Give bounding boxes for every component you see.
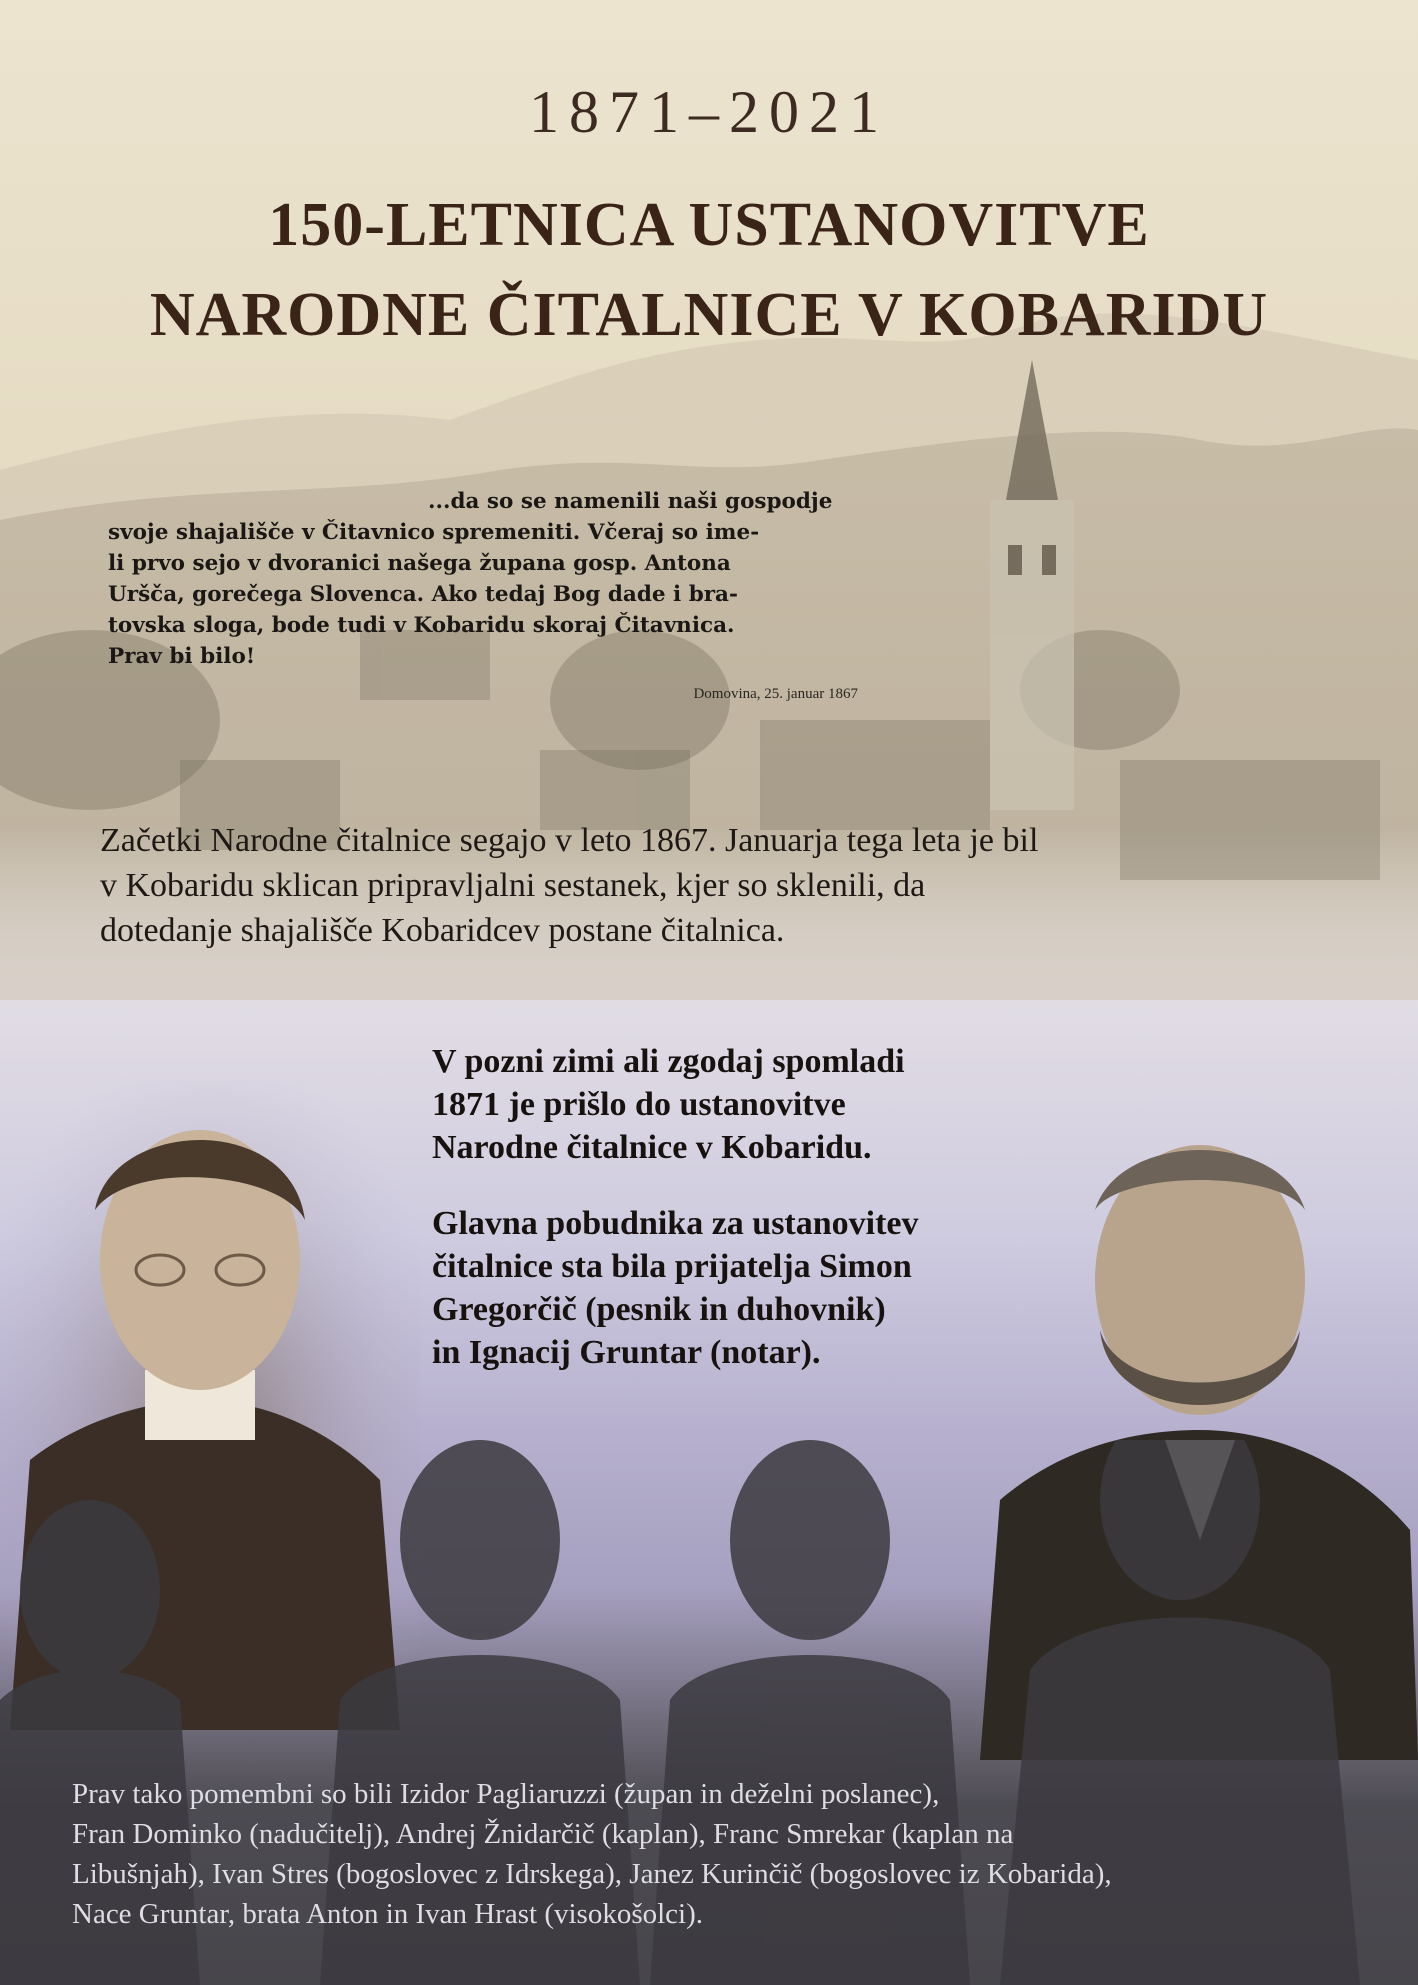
clipping-line: Prav bi bilo! — [108, 644, 256, 669]
founders-line: čitalnice sta bila prijatelja Simon — [432, 1248, 912, 1285]
intro-line: v Kobaridu sklican pripravljalni sestanek, kjer so sklenili, da — [100, 867, 926, 904]
intro-line: dotedanje shajališče Kobaridcev postane čitalnica. — [100, 912, 785, 949]
clipping-line: ...da so se namenili naši gospodje — [428, 489, 833, 514]
intro-line: Začetki Narodne čitalnice segajo v leto 1867. Januarja tega leta je bil — [100, 822, 1039, 859]
clipping-line: Uršča, gorečega Slovenca. Ako tedaj Bog dade i bra- — [108, 582, 738, 607]
founding-line: Narodne čitalnice v Kobaridu. — [432, 1129, 872, 1166]
other-contributors — [72, 1774, 1392, 1934]
founding-line: V pozni zimi ali zgodaj spomladi — [432, 1043, 905, 1080]
founders-line: in Ignacij Gruntar (notar). — [432, 1334, 821, 1371]
newspaper-clipping — [108, 486, 880, 672]
founding-line: 1871 je prišlo do ustanovitve — [432, 1086, 846, 1123]
clipping-line: tovska sloga, bode tudi v Kobaridu skoraj Čitavnica. — [108, 613, 735, 638]
poster-title-line1: 150-LETNICA USTANOVITVE — [268, 191, 1150, 259]
contributors-line: Libušnjah), Ivan Stres (bogoslovec z Idrskega), Janez Kurinčič (bogoslovec iz Kobarida), — [72, 1858, 1112, 1890]
contributors-line: Nace Gruntar, brata Anton in Ivan Hrast (visokošolci). — [72, 1898, 704, 1930]
anniversary-years: 1871–2021 — [529, 79, 889, 145]
founders-line: Glavna pobudnika za ustanovitev — [432, 1205, 919, 1242]
clipping-source: Domovina, 25. januar 1867 — [693, 686, 858, 702]
poster-title-line2: NARODNE ČITALNICE V KOBARIDU — [149, 281, 1269, 349]
clipping-line: li prvo sejo v dvoranici našega župana gosp. Antona — [108, 551, 731, 576]
founding-text — [432, 1040, 1072, 1169]
contributors-line: Fran Dominko (nadučitelj), Andrej Žnidarčič (kaplan), Franc Smrekar (kaplan na — [72, 1818, 1014, 1850]
founders-text — [432, 1202, 1072, 1374]
clipping-line: svoje shajališče v Čitavnico spremeniti. Včeraj so ime- — [108, 520, 760, 545]
founders-line: Gregorčič (pesnik in duhovnik) — [432, 1291, 886, 1328]
intro-paragraph — [100, 818, 1350, 953]
contributors-line: Prav tako pomembni so bili Izidor Pagliaruzzi (župan in deželni poslanec), — [72, 1778, 940, 1810]
